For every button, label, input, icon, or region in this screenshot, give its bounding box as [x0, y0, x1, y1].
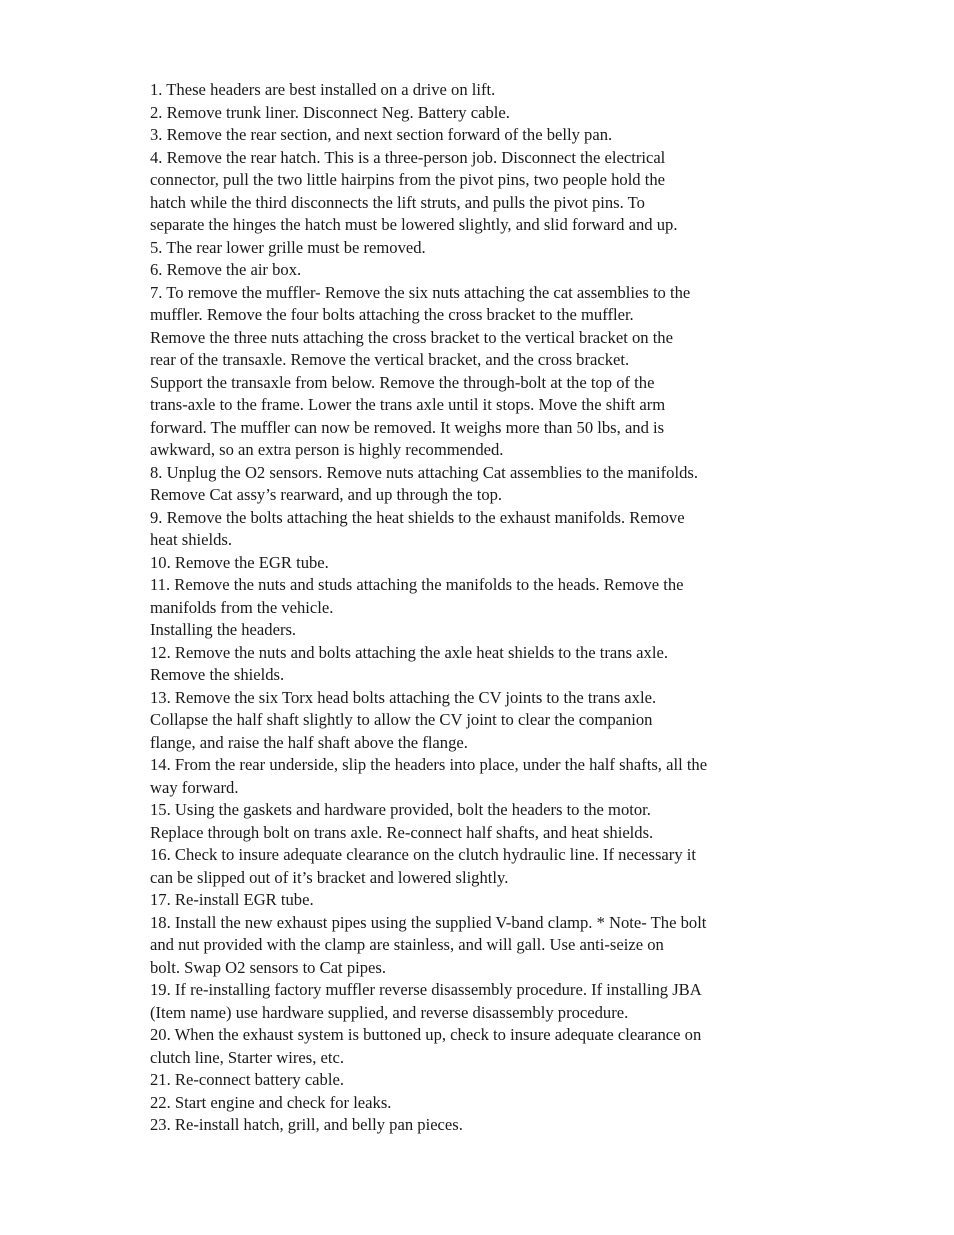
- text-line: 13. Remove the six Torx head bolts attaching the CV joints to the trans axle.: [150, 687, 657, 707]
- text-line: 10. Remove the EGR tube.: [150, 552, 329, 572]
- text-line: Remove Cat assy’s rearward, and up through the top.: [150, 485, 503, 504]
- text-line: 3. Remove the rear section, and next section forward of the belly pan.: [150, 125, 613, 144]
- text-line: 4. Remove the rear hatch. This is a three-person job. Disconnect the electrical: [150, 147, 666, 167]
- text-line: 16. Check to insure adequate clearance on the clutch hydraulic line. If necessary it: [150, 845, 696, 864]
- text-line: flange, and raise the half shaft above the flange.: [150, 732, 468, 752]
- text-line: 9. Remove the bolts attaching the heat shields to the exhaust manifolds. Remove: [150, 507, 685, 527]
- text-line: connector, pull the two little hairpins from the pivot pins, two people hold the: [150, 170, 666, 189]
- text-line: 5. The rear lower grille must be removed.: [150, 237, 426, 257]
- text-line: hatch while the third disconnects the lift struts, and pulls the pivot pins. To: [150, 192, 645, 212]
- text-line: 20. When the exhaust system is buttoned up, check to insure adequate clearance on: [150, 1025, 702, 1044]
- text-line: way forward.: [150, 777, 239, 797]
- text-line: muffler. Remove the four bolts attaching the cross bracket to the muffler.: [150, 305, 634, 324]
- text-line: 22. Start engine and check for leaks.: [150, 1092, 392, 1112]
- text-line: 1. These headers are best installed on a drive on lift.: [150, 80, 496, 99]
- text-line: can be slipped out of it’s bracket and lowered slightly.: [150, 867, 509, 887]
- text-line: 15. Using the gaskets and hardware provided, bolt the headers to the motor.: [150, 800, 651, 819]
- text-line: manifolds from the vehicle.: [150, 597, 334, 617]
- text-line: 8. Unplug the O2 sensors. Remove nuts attaching Cat assemblies to the manifolds.: [150, 462, 698, 482]
- text-line: rear of the transaxle. Remove the vertical bracket, and the cross bracket.: [150, 350, 630, 369]
- text-line: 6. Remove the air box.: [150, 260, 302, 279]
- text-line: Collapse the half shaft slightly to allow the CV joint to clear the companion: [150, 710, 653, 729]
- text-line: 7. To remove the muffler- Remove the six nuts attaching the cat assemblies to the: [150, 282, 691, 302]
- text-line: clutch line, Starter wires, etc.: [150, 1047, 344, 1067]
- text-line: separate the hinges the hatch must be lowered slightly, and slid forward and up.: [150, 215, 678, 234]
- text-line: 23. Re-install hatch, grill, and belly pan pieces.: [150, 1115, 463, 1134]
- text-line: Replace through bolt on trans axle. Re-connect half shafts, and heat shields.: [150, 822, 654, 842]
- text-line: 18. Install the new exhaust pipes using the supplied V-band clamp. * Note- The bolt: [150, 912, 707, 932]
- instruction-text-block: [150, 79, 790, 1137]
- text-line: 2. Remove trunk liner. Disconnect Neg. Battery cable.: [150, 102, 510, 122]
- text-line: bolt. Swap O2 sensors to Cat pipes.: [150, 957, 386, 977]
- text-line: Support the transaxle from below. Remove the through-bolt at the top of the: [150, 372, 655, 392]
- text-line: trans-axle to the frame. Lower the trans axle until it stops. Move the shift arm: [150, 395, 666, 414]
- text-line: 17. Re-install EGR tube.: [150, 890, 314, 909]
- section-heading: Installing the headers.: [150, 620, 297, 639]
- text-line: 11. Remove the nuts and studs attaching the manifolds to the heads. Remove the: [150, 575, 684, 594]
- text-line: 21. Re-connect battery cable.: [150, 1070, 344, 1089]
- text-line: and nut provided with the clamp are stainless, and will gall. Use anti-seize on: [150, 935, 664, 954]
- text-line: 12. Remove the nuts and bolts attaching the axle heat shields to the trans axle.: [150, 642, 668, 662]
- text-line: heat shields.: [150, 530, 233, 549]
- text-line: Remove the shields.: [150, 665, 285, 684]
- text-line: awkward, so an extra person is highly recommended.: [150, 440, 504, 459]
- text-line: 14. From the rear underside, slip the headers into place, under the half shafts, all the: [150, 755, 708, 774]
- text-line: (Item name) use hardware supplied, and reverse disassembly procedure.: [150, 1002, 629, 1022]
- text-line: 19. If re-installing factory muffler reverse disassembly procedure. If installing JBA: [150, 980, 702, 999]
- text-line: forward. The muffler can now be removed. It weighs more than 50 lbs, and is: [150, 417, 665, 437]
- text-line: Remove the three nuts attaching the cross bracket to the vertical bracket on the: [150, 327, 673, 347]
